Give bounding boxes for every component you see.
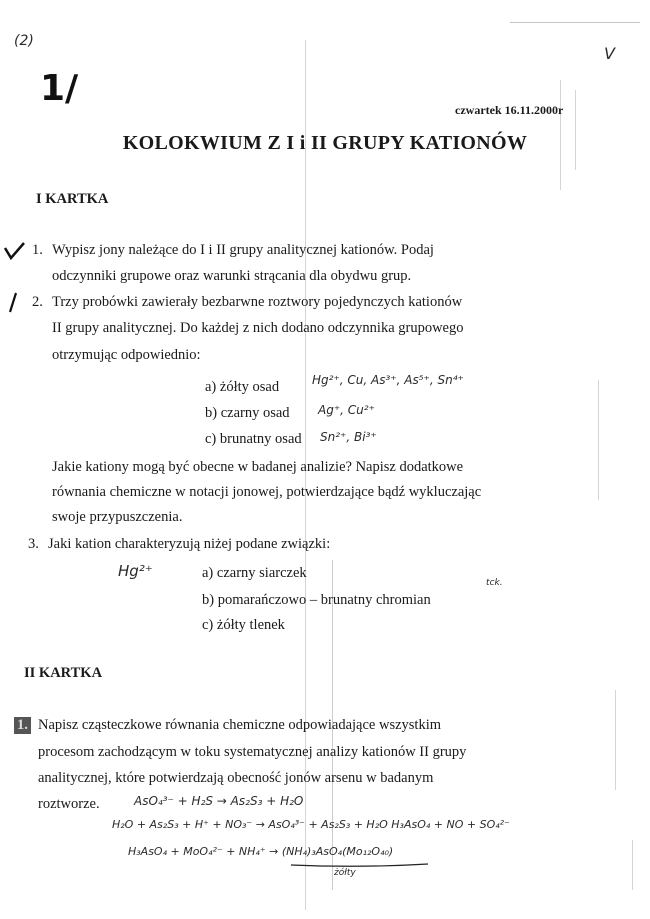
page-title: KOLOKWIUM Z I i II GRUPY KATIONÓW xyxy=(122,132,528,154)
question-text-line: Trzy probówki zawierały bezbarwne roztwory pojedynczych kationów xyxy=(52,294,463,310)
handwritten-equation-3-sub: żółty xyxy=(334,868,356,878)
question-text-line: otrzymując odpowiednio: xyxy=(52,347,201,363)
question-number-highlighted: 1. xyxy=(14,717,31,734)
scan-streak xyxy=(510,22,640,23)
answer-option-a: a) żółty osad xyxy=(205,379,280,395)
underline-mark xyxy=(290,862,430,868)
handwritten-equation-2: H₂O + As₂S₃ + H⁺ + NO₃⁻ → AsO₄³⁻ + As₂S₃ + H₂O H₃AsO₄ + NO + SO₄²⁻ xyxy=(112,818,510,831)
scan-streak xyxy=(598,380,599,500)
section-heading-2: II KARTKA xyxy=(24,665,103,681)
answer-option-c: c) żółty tlenek xyxy=(202,617,285,633)
check-mark xyxy=(4,242,26,260)
handwritten-note-q3: Hg²⁺ xyxy=(118,562,153,580)
scan-streak xyxy=(575,90,576,170)
question-text-line: równania chemiczne w notacji jonowej, potwierdzające bądź wykluczając xyxy=(52,484,482,500)
question-text-line: swoje przypuszczenia. xyxy=(52,509,183,525)
handwritten-note-tck: tck. xyxy=(486,578,503,588)
question-text-line: procesom zachodzącym w toku systematycznej analizy kationów II grupy xyxy=(38,744,467,760)
question-text-line: Wypisz jony należące do I i II grupy analitycznej kationów. Podaj xyxy=(52,242,434,258)
answer-option-c: c) brunatny osad xyxy=(205,431,302,447)
section-heading-1: I KARTKA xyxy=(36,191,109,207)
question-text-line: Jaki kation charakteryzują niżej podane związki: xyxy=(48,536,331,552)
question-text-line: Napisz cząsteczkowe równania chemiczne odpowiadające wszystkim xyxy=(38,717,442,733)
slash-mark xyxy=(8,292,18,314)
answer-option-b: b) pomarańczowo – brunatny chromian xyxy=(202,592,431,608)
handwritten-equation-3: H₃AsO₄ + MoO₄²⁻ + NH₄⁺ → (NH₄)₃AsO₄(Mo₁₂O₄₀) xyxy=(128,845,394,858)
answer-option-b: b) czarny osad xyxy=(205,405,290,421)
handwritten-note-a: Hg²⁺, Cu, As³⁺, As⁵⁺, Sn⁴⁺ xyxy=(312,373,464,387)
handwritten-equation-1: AsO₄³⁻ + H₂S → As₂S₃ + H₂O xyxy=(134,794,304,808)
question-text-line: Jakie kationy mogą być obecne w badanej analizie? Napisz dodatkowe xyxy=(52,459,464,475)
corner-mark-handwritten: V xyxy=(604,44,615,63)
question-number: 2. xyxy=(32,294,43,310)
question-text-line: analitycznej, które potwierdzają obecność jonów arsenu w badanym xyxy=(38,770,434,786)
handwritten-note-c: Sn²⁺, Bi³⁺ xyxy=(320,430,377,444)
scan-streak xyxy=(615,690,616,790)
question-number: 3. xyxy=(28,536,39,552)
handwritten-note-b: Ag⁺, Cu²⁺ xyxy=(318,403,375,417)
question-text-line: roztworze. xyxy=(38,796,100,812)
question-text-line: odczynniki grupowe oraz warunki strącania dla obydwu grup. xyxy=(52,268,412,284)
question-number: 1. xyxy=(32,242,43,258)
scan-streak xyxy=(632,840,633,890)
page-number-handwritten: (2) xyxy=(14,33,34,49)
score-handwritten: 1/ xyxy=(40,68,79,109)
exam-date: czwartek 16.11.2000r xyxy=(455,103,564,117)
answer-option-a: a) czarny siarczek xyxy=(202,565,307,581)
question-text-line: II grupy analitycznej. Do każdej z nich dodano odczynnika grupowego xyxy=(52,320,464,336)
